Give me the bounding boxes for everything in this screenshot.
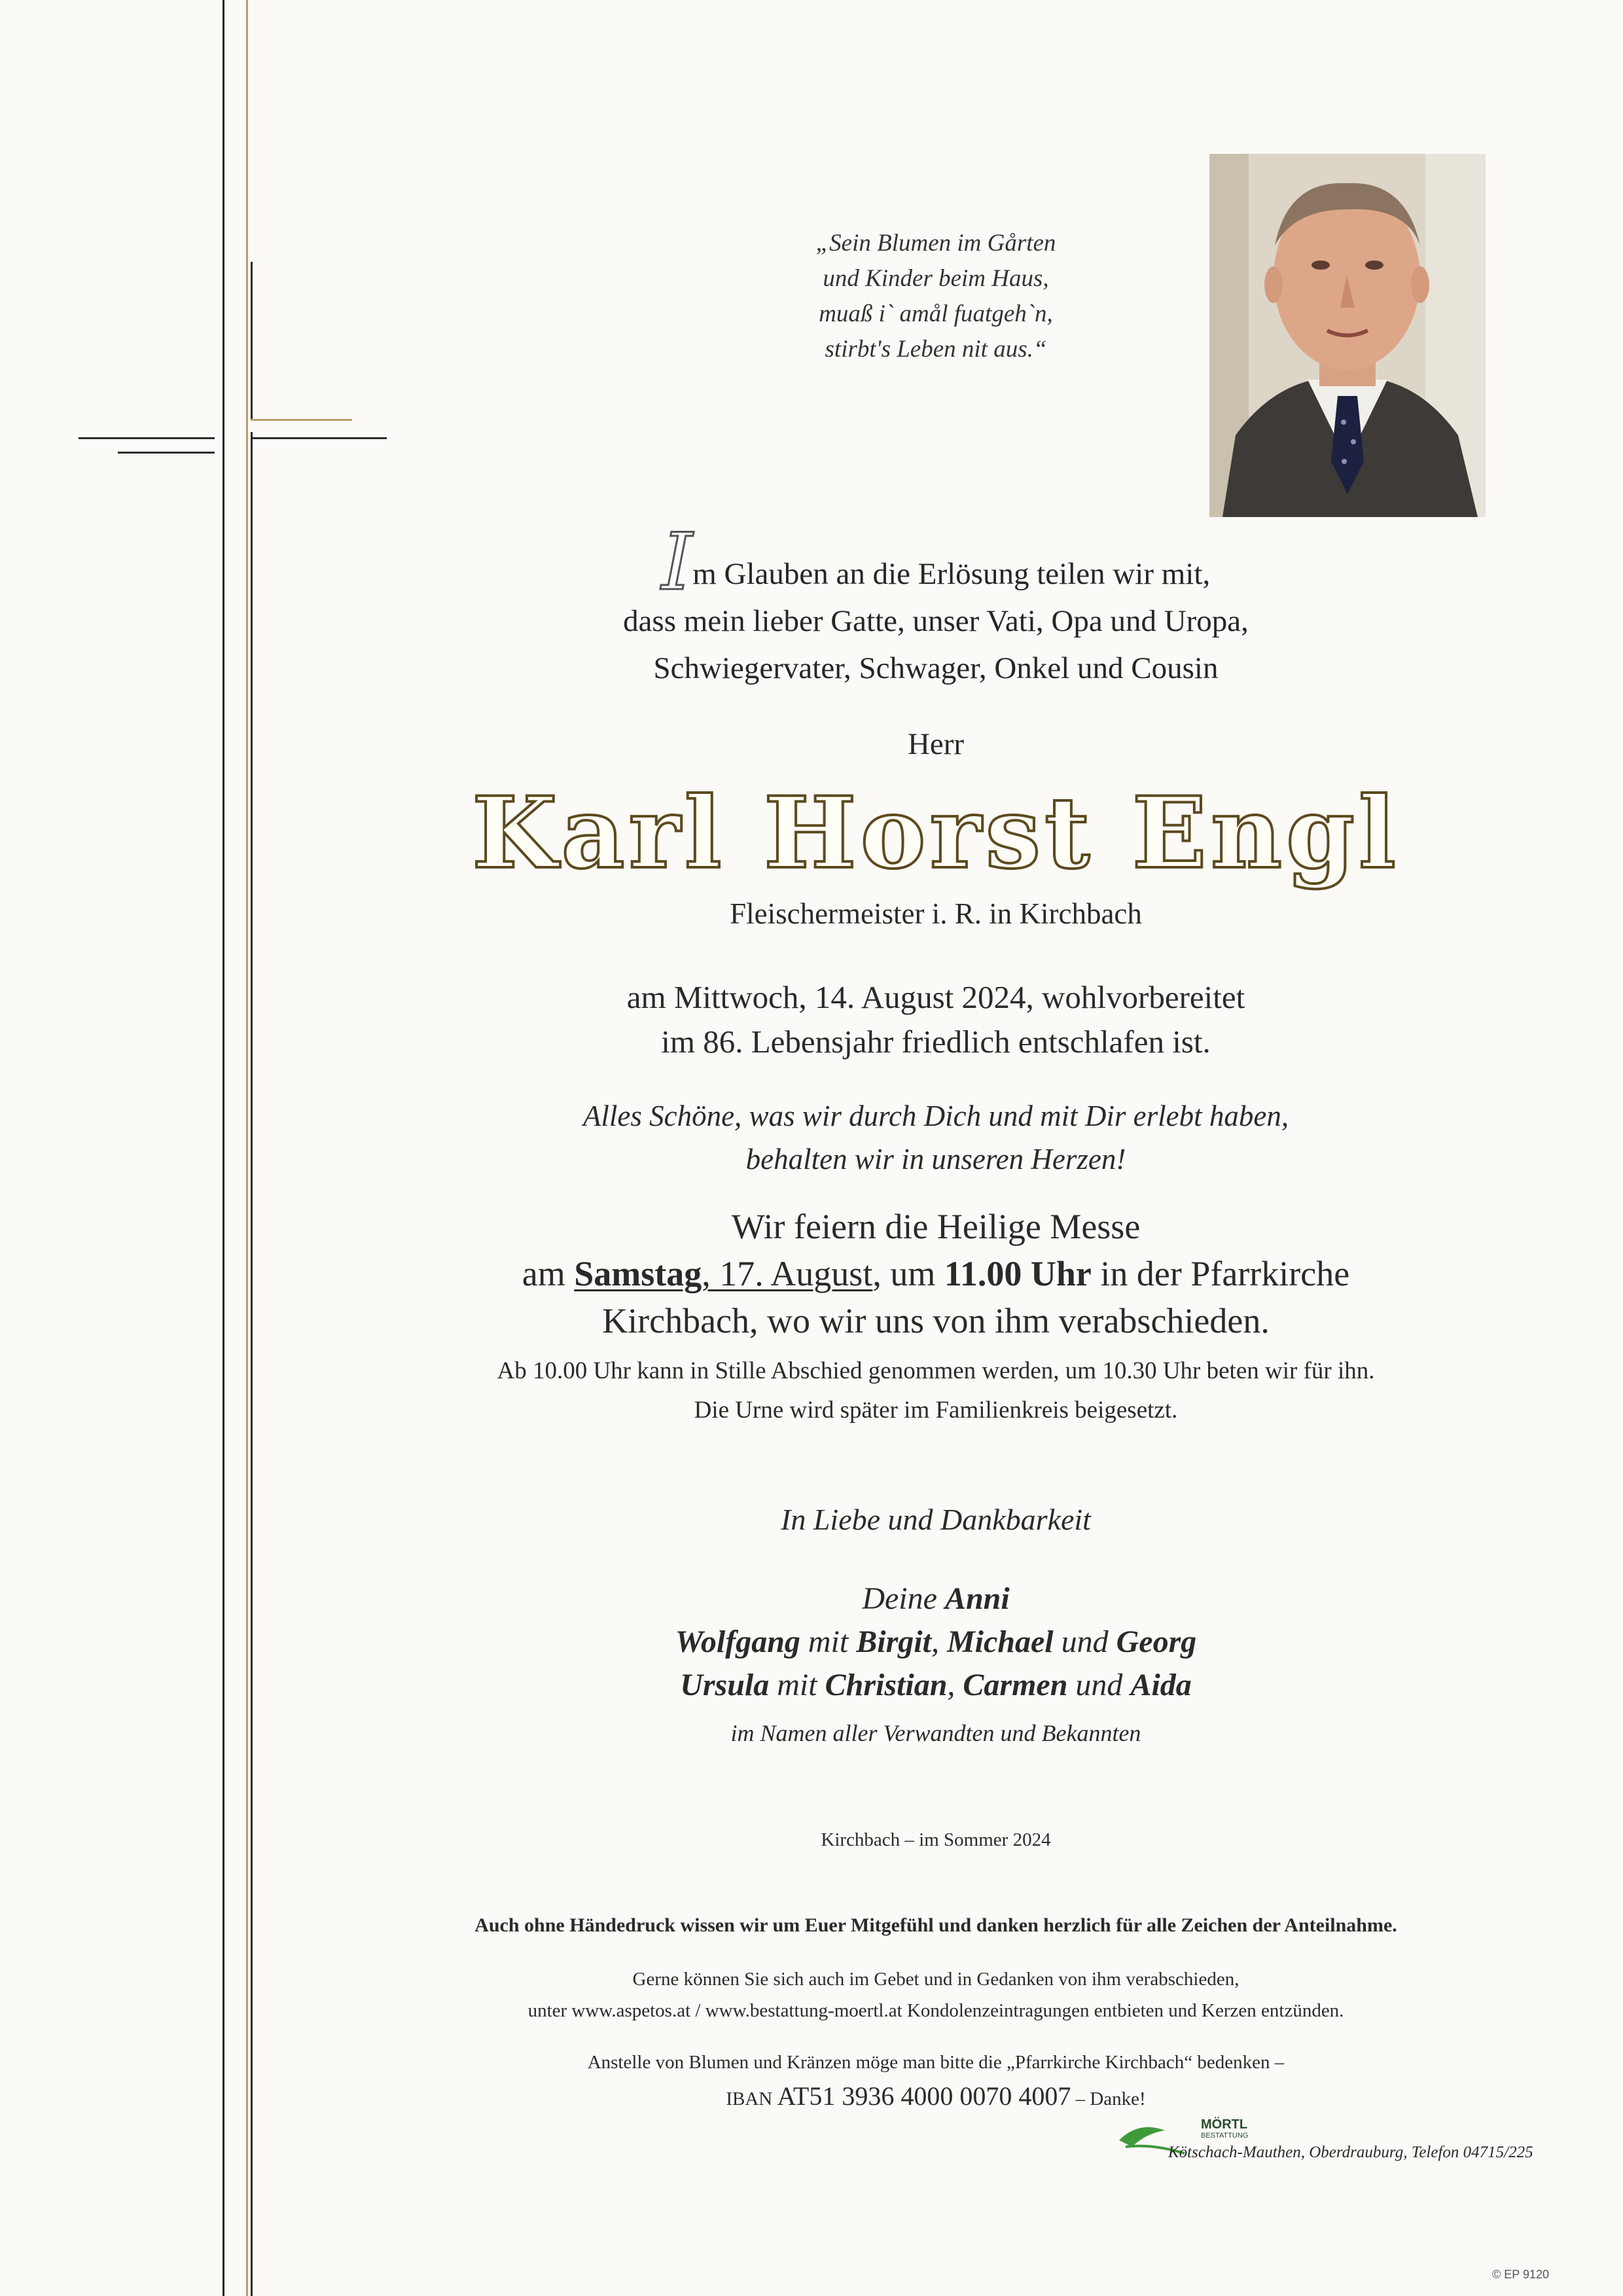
mass-day: Samstag	[574, 1254, 702, 1293]
mass-date: , 17. August	[702, 1254, 873, 1293]
donation-suffix: – Danke!	[1071, 2089, 1146, 2109]
mourners-on-behalf: im Namen aller Verwandten und Bekannten	[730, 1720, 1141, 1746]
mourner-name: Birgit	[856, 1624, 931, 1659]
quote-line: stirbt's Leben nit aus.“	[825, 336, 1047, 363]
mourner-name: Georg	[1116, 1624, 1197, 1659]
farewell-info	[275, 1352, 1597, 1430]
portrait-photo	[1209, 154, 1486, 517]
mourners-text: Deine	[862, 1581, 945, 1616]
undertaker-logo-subtitle: BESTATTUNG	[1201, 2132, 1249, 2140]
mourners-text: ,	[931, 1624, 947, 1659]
mourners-row	[275, 1621, 1597, 1664]
quote-line: und Kinder beim Haus,	[823, 265, 1049, 292]
memory-line-1: Alles Schöne, was wir durch Dich und mit Dir erlebt haben,	[582, 1100, 1289, 1132]
mourner-name: Carmen	[963, 1668, 1068, 1702]
mourner-name: Aida	[1130, 1668, 1192, 1702]
quote-line: muaß i` amål fuatgeh`n,	[819, 300, 1053, 327]
mass-line-1: Wir feiern die Heilige Messe	[731, 1207, 1141, 1246]
deceased-name	[275, 776, 1597, 891]
mourner-name: Wolfgang	[675, 1624, 800, 1659]
undertaker-logo-name: MÖRTL	[1201, 2117, 1248, 2132]
death-notice	[275, 975, 1597, 1064]
deceased-name-text: Karl Horst Engl	[472, 776, 1400, 891]
mass-suffix: in der Pfarrkirche	[1091, 1254, 1350, 1293]
mourner-name: Michael	[946, 1624, 1054, 1659]
mass-line-2	[275, 1250, 1597, 1297]
intro-line-2: dass mein lieber Gatte, unser Vati, Opa und Uropa,	[623, 604, 1249, 638]
intro-line-1	[563, 517, 1309, 608]
portrait-image	[1209, 154, 1486, 517]
online-line-2: unter www.aspetos.at / www.bestattung-moertl.at Kondolenzeintragungen entbieten und Kerzen entzünden.	[527, 2000, 1344, 2021]
memory-line-2: behalten wir in unseren Herzen!	[745, 1143, 1126, 1175]
occupation: Fleischermeister i. R. in Kirchbach	[730, 897, 1142, 930]
mourner-name: Anni	[944, 1581, 1010, 1616]
death-line-1: am Mittwoch, 14. August 2024, wohlvorbereitet	[626, 979, 1245, 1015]
undertaker-block	[1113, 2117, 1571, 2170]
announcement-intro	[563, 517, 1309, 692]
iban-label: IBAN	[726, 2089, 777, 2109]
online-condolence	[275, 1964, 1597, 2026]
dialect-quote	[785, 226, 1086, 367]
salutation: Herr	[907, 727, 965, 761]
farewell-line-1: Ab 10.00 Uhr kann in Stille Abschied genommen werden, um 10.30 Uhr beten wir für ihn.	[497, 1357, 1375, 1384]
mass-prefix: am	[522, 1254, 575, 1293]
thanks-note: Auch ohne Händedruck wissen wir um Euer Mitgefühl und danken herzlich für alle Zeichen der Anteilnahme.	[474, 1914, 1397, 1936]
mass-announcement	[275, 1203, 1597, 1344]
donation-info	[275, 2045, 1597, 2116]
mourners-text: mit	[800, 1624, 857, 1659]
mourner-name: Ursula	[680, 1668, 770, 1702]
undertaker-address: Kötschach-Mauthen, Oberdrauburg, Telefon 04715/225	[1168, 2144, 1533, 2161]
memory-text	[275, 1094, 1597, 1181]
online-line-1: Gerne können Sie sich auch im Gebet und in Gedanken von ihm verabschieden,	[632, 1969, 1240, 1990]
mass-line-3: Kirchbach, wo wir uns von ihm verabschieden.	[602, 1301, 1270, 1340]
closing-phrase: In Liebe und Dankbarkeit	[781, 1503, 1091, 1536]
decorative-initial: I	[661, 517, 693, 608]
mourners-text: ,	[947, 1668, 963, 1702]
death-line-2: im 86. Lebensjahr friedlich entschlafen ist.	[661, 1024, 1211, 1060]
intro-line-3: Schwiegervater, Schwager, Onkel und Cousin	[653, 651, 1219, 685]
mourners-text: und	[1053, 1624, 1116, 1659]
donation-iban	[275, 2079, 1597, 2116]
donation-line-1: Anstelle von Blumen und Kränzen möge man bitte die „Pfarrkirche Kirchbach“ bedenken –	[587, 2052, 1285, 2073]
quote-line: „Sein Blumen im Gårten	[815, 230, 1056, 257]
mourner-name: Christian	[825, 1668, 948, 1702]
footer-code: © EP 9120	[1492, 2268, 1549, 2281]
mourners-row	[275, 1664, 1597, 1707]
mass-time: 11.00 Uhr	[944, 1254, 1092, 1293]
mass-mid: , um	[872, 1254, 944, 1293]
intro-text: m Glauben an die Erlösung teilen wir mit,	[692, 557, 1211, 591]
place-date: Kirchbach – im Sommer 2024	[821, 1829, 1051, 1850]
iban-number: AT51 3936 4000 0070 4007	[777, 2081, 1071, 2111]
mourners-list	[275, 1577, 1597, 1759]
mourners-row	[275, 1577, 1597, 1621]
mourners-text: und	[1067, 1668, 1131, 1702]
mourners-text: mit	[769, 1668, 825, 1702]
farewell-line-2: Die Urne wird später im Familienkreis beigesetzt.	[694, 1397, 1178, 1424]
